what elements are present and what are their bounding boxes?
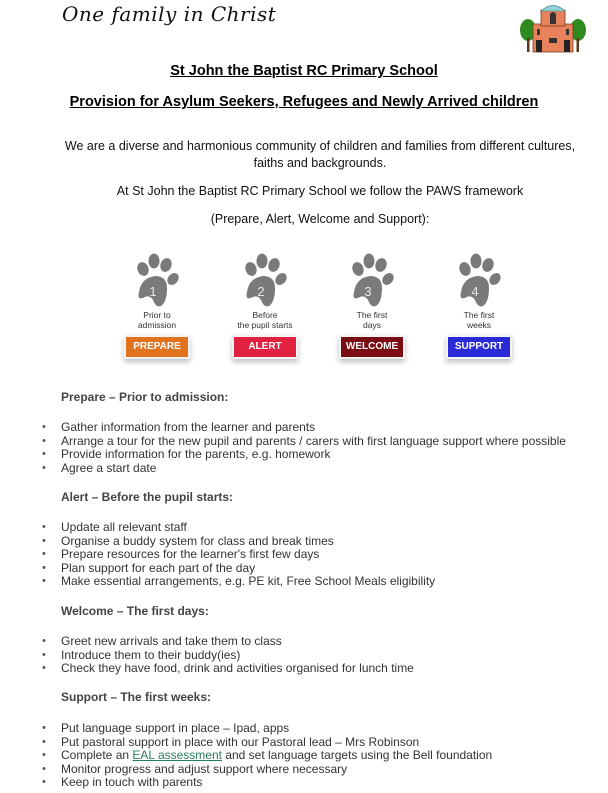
list-item: • Monitor progress and adjust support where necessary bbox=[0, 763, 492, 777]
paw-step-support bbox=[434, 252, 524, 359]
list-item: • Gather information from the learner and parents bbox=[0, 421, 566, 435]
list-item: • Organise a buddy system for class and break times bbox=[0, 535, 435, 549]
support-list bbox=[0, 722, 492, 790]
intro-paragraph: We are a diverse and harmonious community of children and families from different cultures, faiths and backgrounds. bbox=[64, 139, 576, 170]
list-item: • Complete an EAL assessment and set language targets using the Bell foundation bbox=[0, 749, 492, 763]
list-item: • Greet new arrivals and take them to class bbox=[0, 635, 414, 649]
list-item: • Make essential arrangements, e.g. PE kit, Free School Meals eligibility bbox=[0, 575, 435, 589]
list-item: • Check they have food, drink and activities organised for lunch time bbox=[0, 662, 414, 676]
alert-button[interactable]: ALERT bbox=[232, 335, 298, 359]
paw-number: 4 bbox=[471, 284, 479, 299]
welcome-heading: Welcome – The first days: bbox=[61, 604, 209, 618]
list-item: • Put language support in place – Ipad, apps bbox=[0, 722, 492, 736]
list-item: • Arrange a tour for the new pupil and parents / carers with first language support where possible bbox=[0, 435, 566, 449]
support-button[interactable]: SUPPORT bbox=[446, 335, 512, 359]
list-item: • Put pastoral support in place with our Pastoral lead – Mrs Robinson bbox=[0, 736, 492, 750]
church-building-icon bbox=[517, 2, 589, 54]
paw-print-icon bbox=[346, 252, 398, 308]
paw-caption: Before the pupil starts bbox=[237, 310, 293, 330]
paw-number: 1 bbox=[149, 284, 157, 299]
list-item: • Agree a start date bbox=[0, 462, 566, 476]
prepare-button[interactable]: PREPARE bbox=[124, 335, 190, 359]
welcome-list bbox=[0, 635, 414, 676]
paw-print-icon bbox=[131, 252, 183, 308]
support-heading: Support – The first weeks: bbox=[61, 690, 212, 704]
paw-step-alert bbox=[220, 252, 310, 359]
paw-number: 2 bbox=[257, 284, 265, 299]
list-item: • Plan support for each part of the day bbox=[0, 562, 435, 576]
list-item: • Provide information for the parents, e.g. homework bbox=[0, 448, 566, 462]
paw-caption: The first weeks bbox=[463, 310, 495, 330]
paw-caption: The first days bbox=[356, 310, 388, 330]
list-item: • Update all relevant staff bbox=[0, 521, 435, 535]
provision-title: Provision for Asylum Seekers, Refugees and Newly Arrived children bbox=[69, 94, 539, 110]
school-motto: One family in Christ bbox=[62, 2, 277, 26]
list-item: • Keep in touch with parents bbox=[0, 776, 492, 790]
alert-list bbox=[0, 521, 435, 589]
welcome-button[interactable]: WELCOME bbox=[339, 335, 405, 359]
paw-step-prepare bbox=[112, 252, 202, 359]
school-name-title: St John the Baptist RC Primary School bbox=[170, 63, 438, 79]
list-item: • Introduce them to their buddy(ies) bbox=[0, 649, 414, 663]
eal-assessment-link[interactable]: EAL assessment bbox=[132, 748, 222, 763]
alert-heading: Alert – Before the pupil starts: bbox=[61, 490, 234, 504]
framework-acronym: (Prepare, Alert, Welcome and Support): bbox=[210, 212, 430, 226]
paw-print-icon bbox=[453, 252, 505, 308]
list-item: • Prepare resources for the learner's first few days bbox=[0, 548, 435, 562]
paw-print-icon bbox=[239, 252, 291, 308]
paws-framework-graphic bbox=[0, 252, 608, 377]
prepare-list bbox=[0, 421, 566, 475]
paw-number: 3 bbox=[364, 284, 372, 299]
framework-statement: At St John the Baptist RC Primary School we follow the PAWS framework bbox=[116, 184, 524, 198]
paw-caption: Prior to admission bbox=[137, 310, 177, 330]
paw-step-welcome bbox=[327, 252, 417, 359]
prepare-heading: Prepare – Prior to admission: bbox=[61, 390, 229, 404]
